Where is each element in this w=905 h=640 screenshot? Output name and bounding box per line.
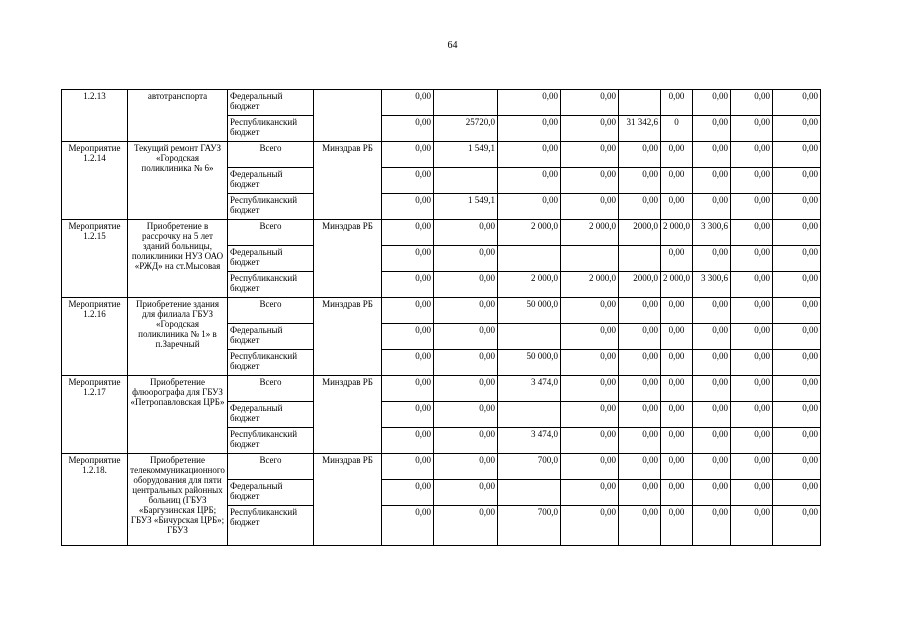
value-cell: 0,00 bbox=[382, 376, 434, 402]
value-cell: 0,00 bbox=[561, 480, 619, 506]
measure-name: Текущий ремонт ГАУЗ «Городская поликлиника № 6» bbox=[128, 142, 228, 220]
value-cell: 0,00 bbox=[561, 168, 619, 194]
budget-table bbox=[61, 89, 821, 546]
value-cell: 0,00 bbox=[498, 116, 561, 142]
value-cell bbox=[619, 90, 661, 116]
value-cell: 0,00 bbox=[661, 428, 693, 454]
funding-source: Федеральный бюджет bbox=[228, 168, 314, 194]
value-cell: 0,00 bbox=[561, 402, 619, 428]
table-row bbox=[62, 298, 821, 324]
funding-source: Всего bbox=[228, 142, 314, 168]
value-cell: 25720,0 bbox=[434, 116, 498, 142]
value-cell: 0,00 bbox=[561, 376, 619, 402]
value-cell: 2 000,0 bbox=[498, 220, 561, 246]
value-cell: 1 549,1 bbox=[434, 142, 498, 168]
executor: Минздрав РБ bbox=[314, 454, 382, 546]
value-cell: 0,00 bbox=[693, 116, 731, 142]
value-cell bbox=[498, 402, 561, 428]
value-cell: 0,00 bbox=[731, 272, 773, 298]
funding-source: Всего bbox=[228, 376, 314, 402]
executor: Минздрав РБ bbox=[314, 142, 382, 220]
value-cell: 0,00 bbox=[773, 142, 821, 168]
value-cell: 2000,0 bbox=[619, 272, 661, 298]
value-cell: 0,00 bbox=[661, 298, 693, 324]
value-cell: 0,00 bbox=[731, 454, 773, 480]
value-cell: 0,00 bbox=[498, 168, 561, 194]
table-row bbox=[62, 142, 821, 168]
value-cell: 0,00 bbox=[434, 298, 498, 324]
measure-name: Приобретение здания для филиала ГБУЗ «Городская поликлиника № 1» в п.Заречный bbox=[128, 298, 228, 376]
value-cell: 0,00 bbox=[661, 376, 693, 402]
measure-id: Мероприятие 1.2.17 bbox=[62, 376, 128, 454]
value-cell: 0,00 bbox=[382, 298, 434, 324]
value-cell: 0,00 bbox=[773, 480, 821, 506]
value-cell: 0,00 bbox=[561, 454, 619, 480]
value-cell: 0,00 bbox=[382, 220, 434, 246]
value-cell: 0,00 bbox=[382, 480, 434, 506]
value-cell: 0,00 bbox=[382, 506, 434, 546]
value-cell: 0,00 bbox=[619, 194, 661, 220]
value-cell: 0,00 bbox=[434, 376, 498, 402]
value-cell: 0,00 bbox=[434, 402, 498, 428]
measure-name: автотранспорта bbox=[128, 90, 228, 142]
value-cell bbox=[619, 246, 661, 272]
value-cell: 0,00 bbox=[661, 506, 693, 546]
funding-source: Республиканский бюджет bbox=[228, 194, 314, 220]
measure-id: Мероприятие 1.2.15 bbox=[62, 220, 128, 298]
value-cell: 0,00 bbox=[731, 480, 773, 506]
value-cell: 1 549,1 bbox=[434, 194, 498, 220]
value-cell: 0,00 bbox=[382, 194, 434, 220]
value-cell: 0,00 bbox=[619, 168, 661, 194]
value-cell: 0,00 bbox=[773, 376, 821, 402]
value-cell: 0,00 bbox=[382, 90, 434, 116]
value-cell: 0,00 bbox=[434, 428, 498, 454]
funding-source: Федеральный бюджет bbox=[228, 480, 314, 506]
value-cell: 0,00 bbox=[773, 324, 821, 350]
value-cell: 0,00 bbox=[498, 90, 561, 116]
value-cell: 0,00 bbox=[661, 350, 693, 376]
funding-source: Федеральный бюджет bbox=[228, 324, 314, 350]
value-cell: 31 342,6 bbox=[619, 116, 661, 142]
value-cell: 3 300,6 bbox=[693, 220, 731, 246]
executor bbox=[314, 90, 382, 142]
value-cell: 0,00 bbox=[561, 428, 619, 454]
value-cell: 0,00 bbox=[619, 376, 661, 402]
value-cell: 0,00 bbox=[693, 298, 731, 324]
value-cell: 0,00 bbox=[731, 142, 773, 168]
value-cell: 0,00 bbox=[661, 402, 693, 428]
value-cell: 0,00 bbox=[434, 506, 498, 546]
value-cell: 0,00 bbox=[693, 324, 731, 350]
value-cell: 2000,0 bbox=[619, 220, 661, 246]
value-cell: 0,00 bbox=[382, 142, 434, 168]
measure-id: Мероприятие 1.2.14 bbox=[62, 142, 128, 220]
value-cell bbox=[498, 324, 561, 350]
value-cell: 0,00 bbox=[561, 194, 619, 220]
value-cell: 0,00 bbox=[693, 90, 731, 116]
value-cell: 0,00 bbox=[434, 480, 498, 506]
value-cell: 0,00 bbox=[693, 350, 731, 376]
value-cell: 0,00 bbox=[731, 298, 773, 324]
value-cell: 0,00 bbox=[498, 142, 561, 168]
value-cell: 0,00 bbox=[773, 220, 821, 246]
value-cell: 0,00 bbox=[773, 246, 821, 272]
value-cell: 0,00 bbox=[619, 350, 661, 376]
value-cell: 0,00 bbox=[561, 142, 619, 168]
value-cell: 0,00 bbox=[693, 402, 731, 428]
value-cell: 0,00 bbox=[382, 454, 434, 480]
value-cell: 0,00 bbox=[731, 324, 773, 350]
value-cell: 0,00 bbox=[382, 116, 434, 142]
value-cell: 0,00 bbox=[561, 350, 619, 376]
value-cell: 2 000,0 bbox=[561, 272, 619, 298]
measure-name: Приобретение флюорографа для ГБУЗ «Петропавловская ЦРБ» bbox=[128, 376, 228, 454]
value-cell: 0,00 bbox=[661, 480, 693, 506]
value-cell: 0,00 bbox=[382, 428, 434, 454]
value-cell: 0,00 bbox=[693, 168, 731, 194]
page-number: 64 bbox=[447, 40, 458, 51]
table-row bbox=[62, 90, 821, 116]
value-cell: 0,00 bbox=[561, 506, 619, 546]
funding-source: Республиканский бюджет bbox=[228, 350, 314, 376]
value-cell: 2 000,0 bbox=[561, 220, 619, 246]
value-cell: 0,00 bbox=[382, 350, 434, 376]
value-cell: 0,00 bbox=[434, 272, 498, 298]
value-cell: 50 000,0 bbox=[498, 298, 561, 324]
value-cell: 0,00 bbox=[382, 402, 434, 428]
funding-source: Федеральный бюджет bbox=[228, 90, 314, 116]
value-cell: 0,00 bbox=[561, 324, 619, 350]
value-cell: 0,00 bbox=[773, 298, 821, 324]
funding-source: Республиканский бюджет bbox=[228, 116, 314, 142]
value-cell: 50 000,0 bbox=[498, 350, 561, 376]
value-cell: 0,00 bbox=[434, 350, 498, 376]
value-cell: 0,00 bbox=[693, 194, 731, 220]
value-cell: 0,00 bbox=[434, 324, 498, 350]
value-cell: 0,00 bbox=[731, 350, 773, 376]
value-cell: 0 bbox=[661, 116, 693, 142]
value-cell: 0,00 bbox=[731, 428, 773, 454]
value-cell: 0,00 bbox=[561, 298, 619, 324]
measure-id: Мероприятие 1.2.16 bbox=[62, 298, 128, 376]
value-cell: 0,00 bbox=[498, 194, 561, 220]
value-cell: 0,00 bbox=[693, 246, 731, 272]
value-cell: 0,00 bbox=[619, 506, 661, 546]
value-cell: 0,00 bbox=[731, 246, 773, 272]
value-cell: 0,00 bbox=[661, 454, 693, 480]
value-cell: 0,00 bbox=[661, 246, 693, 272]
measure-id: 1.2.13 bbox=[62, 90, 128, 142]
value-cell: 700,0 bbox=[498, 454, 561, 480]
value-cell: 0,00 bbox=[731, 194, 773, 220]
value-cell: 0,00 bbox=[434, 220, 498, 246]
table-row bbox=[62, 220, 821, 246]
value-cell: 0,00 bbox=[693, 480, 731, 506]
funding-source: Всего bbox=[228, 298, 314, 324]
value-cell: 0,00 bbox=[382, 324, 434, 350]
value-cell: 0,00 bbox=[382, 168, 434, 194]
value-cell: 0,00 bbox=[661, 324, 693, 350]
value-cell: 0,00 bbox=[619, 142, 661, 168]
table-row bbox=[62, 454, 821, 480]
value-cell: 2 000,0 bbox=[498, 272, 561, 298]
funding-source: Республиканский бюджет bbox=[228, 428, 314, 454]
value-cell: 0,00 bbox=[731, 506, 773, 546]
value-cell: 700,0 bbox=[498, 506, 561, 546]
value-cell: 0,00 bbox=[619, 298, 661, 324]
value-cell: 2 000,0 bbox=[661, 220, 693, 246]
value-cell: 0,00 bbox=[434, 454, 498, 480]
value-cell: 0,00 bbox=[693, 454, 731, 480]
value-cell: 3 474,0 bbox=[498, 428, 561, 454]
value-cell: 2 000,0 bbox=[661, 272, 693, 298]
value-cell: 0,00 bbox=[619, 454, 661, 480]
value-cell bbox=[434, 90, 498, 116]
value-cell: 0,00 bbox=[619, 480, 661, 506]
table-row bbox=[62, 376, 821, 402]
value-cell: 3 474,0 bbox=[498, 376, 561, 402]
executor: Минздрав РБ bbox=[314, 220, 382, 298]
value-cell: 0,00 bbox=[619, 428, 661, 454]
executor: Минздрав РБ bbox=[314, 376, 382, 454]
funding-source: Республиканский бюджет bbox=[228, 506, 314, 546]
value-cell: 0,00 bbox=[731, 402, 773, 428]
value-cell: 0,00 bbox=[561, 90, 619, 116]
value-cell: 0,00 bbox=[693, 376, 731, 402]
value-cell: 0,00 bbox=[731, 168, 773, 194]
value-cell: 3 300,6 bbox=[693, 272, 731, 298]
value-cell: 0,00 bbox=[773, 350, 821, 376]
value-cell: 0,00 bbox=[661, 142, 693, 168]
value-cell: 0,00 bbox=[773, 90, 821, 116]
value-cell: 0,00 bbox=[773, 168, 821, 194]
funding-source: Республиканский бюджет bbox=[228, 272, 314, 298]
value-cell: 0,00 bbox=[661, 90, 693, 116]
value-cell: 0,00 bbox=[773, 116, 821, 142]
value-cell: 0,00 bbox=[773, 194, 821, 220]
funding-source: Всего bbox=[228, 220, 314, 246]
value-cell: 0,00 bbox=[773, 402, 821, 428]
value-cell: 0,00 bbox=[731, 116, 773, 142]
value-cell: 0,00 bbox=[773, 454, 821, 480]
value-cell: 0,00 bbox=[731, 376, 773, 402]
value-cell: 0,00 bbox=[619, 324, 661, 350]
value-cell: 0,00 bbox=[382, 272, 434, 298]
value-cell bbox=[561, 246, 619, 272]
value-cell: 0,00 bbox=[773, 272, 821, 298]
value-cell: 0,00 bbox=[693, 428, 731, 454]
measure-name: Приобретение в рассрочку на 5 лет зданий больницы, поликлиники НУЗ ОАО «РЖД» на ст.Мысовая bbox=[128, 220, 228, 298]
value-cell bbox=[498, 246, 561, 272]
value-cell: 0,00 bbox=[661, 194, 693, 220]
value-cell: 0,00 bbox=[773, 428, 821, 454]
funding-source: Федеральный бюджет bbox=[228, 246, 314, 272]
value-cell: 0,00 bbox=[661, 168, 693, 194]
value-cell: 0,00 bbox=[731, 90, 773, 116]
value-cell: 0,00 bbox=[773, 506, 821, 546]
funding-source: Федеральный бюджет bbox=[228, 402, 314, 428]
value-cell bbox=[498, 480, 561, 506]
value-cell: 0,00 bbox=[693, 142, 731, 168]
value-cell: 0,00 bbox=[434, 246, 498, 272]
value-cell: 0,00 bbox=[693, 506, 731, 546]
value-cell bbox=[434, 168, 498, 194]
measure-id: Мероприятие 1.2.18. bbox=[62, 454, 128, 546]
value-cell: 0,00 bbox=[619, 402, 661, 428]
value-cell: 0,00 bbox=[561, 116, 619, 142]
executor: Минздрав РБ bbox=[314, 298, 382, 376]
measure-name: Приобретение телекоммуникационного оборудования для пяти центральных районных больниц (ГБУЗ «Баргузинская ЦРБ; ГБУЗ «Бичурская ЦРБ»; ГБУЗ bbox=[128, 454, 228, 546]
value-cell: 0,00 bbox=[382, 246, 434, 272]
funding-source: Всего bbox=[228, 454, 314, 480]
value-cell: 0,00 bbox=[731, 220, 773, 246]
